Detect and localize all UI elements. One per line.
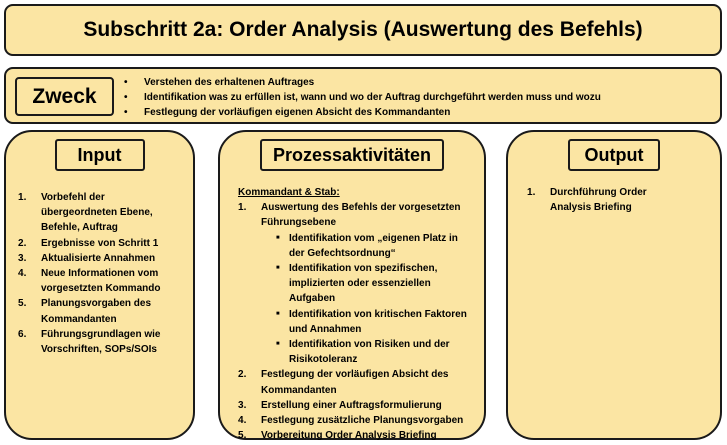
prozess-subitem: ■ Identifikation von spezifischen, implizierten oder essenziellen Aufgaben (274, 261, 483, 307)
prozess-subitem: ■ Identifikation von kritischen Faktoren und Annahmen (274, 307, 483, 337)
input-item: Vorbefehl der übergeordneten Ebene, Befehle, Auftrag (41, 192, 153, 234)
prozess-step: Erstellung einer Auftragsformulierung (261, 399, 442, 411)
output-panel (506, 130, 722, 440)
prozess-subitem: ■ Identifikation vom „eigenen Platz in der Gefechtsordnung“ (274, 231, 483, 261)
prozess-step: Festlegung zusätzliche Planungsvorgaben (261, 415, 464, 427)
input-list (18, 190, 190, 357)
prozess-heading: Kommandant & Stab: (238, 187, 340, 198)
input-label: Input (55, 139, 145, 171)
prozess-list (238, 185, 483, 443)
prozess-step: Vorbereitung Order Analysis Briefing (261, 430, 437, 442)
output-list (527, 185, 717, 215)
zweck-box (4, 67, 722, 124)
zweck-list (124, 75, 601, 120)
prozess-label: Prozessaktivitäten (260, 139, 444, 171)
output-item: Durchführung Order Analysis Briefing (550, 187, 647, 214)
prozess-step: Auswertung des Befehls der vorgesetzten Führungsebene (261, 202, 461, 229)
input-item: Neue Informationen vom vorgesetzten Kommando (41, 268, 161, 295)
input-item: Aktualisierte Annahmen (41, 252, 156, 264)
input-item: Führungsgrundlagen wie Vorschriften, SOPs/SOIs (41, 328, 161, 356)
prozess-sublist (238, 231, 483, 368)
input-item: Planungsvorgaben des Kommandanten (41, 298, 152, 325)
zweck-label: Zweck (15, 77, 114, 116)
prozess-subitem: ■ Identifikation von Risiken und der Risikotoleranz (274, 337, 483, 367)
zweck-item: • Verstehen des erhaltenen Auftrages (124, 75, 601, 90)
title-box (4, 4, 722, 56)
diagram-title: Subschritt 2a: Order Analysis (Auswertung des Befehls) (83, 18, 643, 41)
input-item: Ergebnisse von Schritt 1 (41, 237, 159, 249)
prozess-step: Festlegung der vorläufigen Absicht des Kommandanten (261, 369, 449, 396)
zweck-item: • Festlegung der vorläufigen eigenen Absicht des Kommandanten (124, 105, 601, 120)
output-label: Output (568, 139, 660, 171)
zweck-item: • Identifikation was zu erfüllen ist, wann und wo der Auftrag durchgeführt werden muss und wozu (124, 90, 601, 105)
